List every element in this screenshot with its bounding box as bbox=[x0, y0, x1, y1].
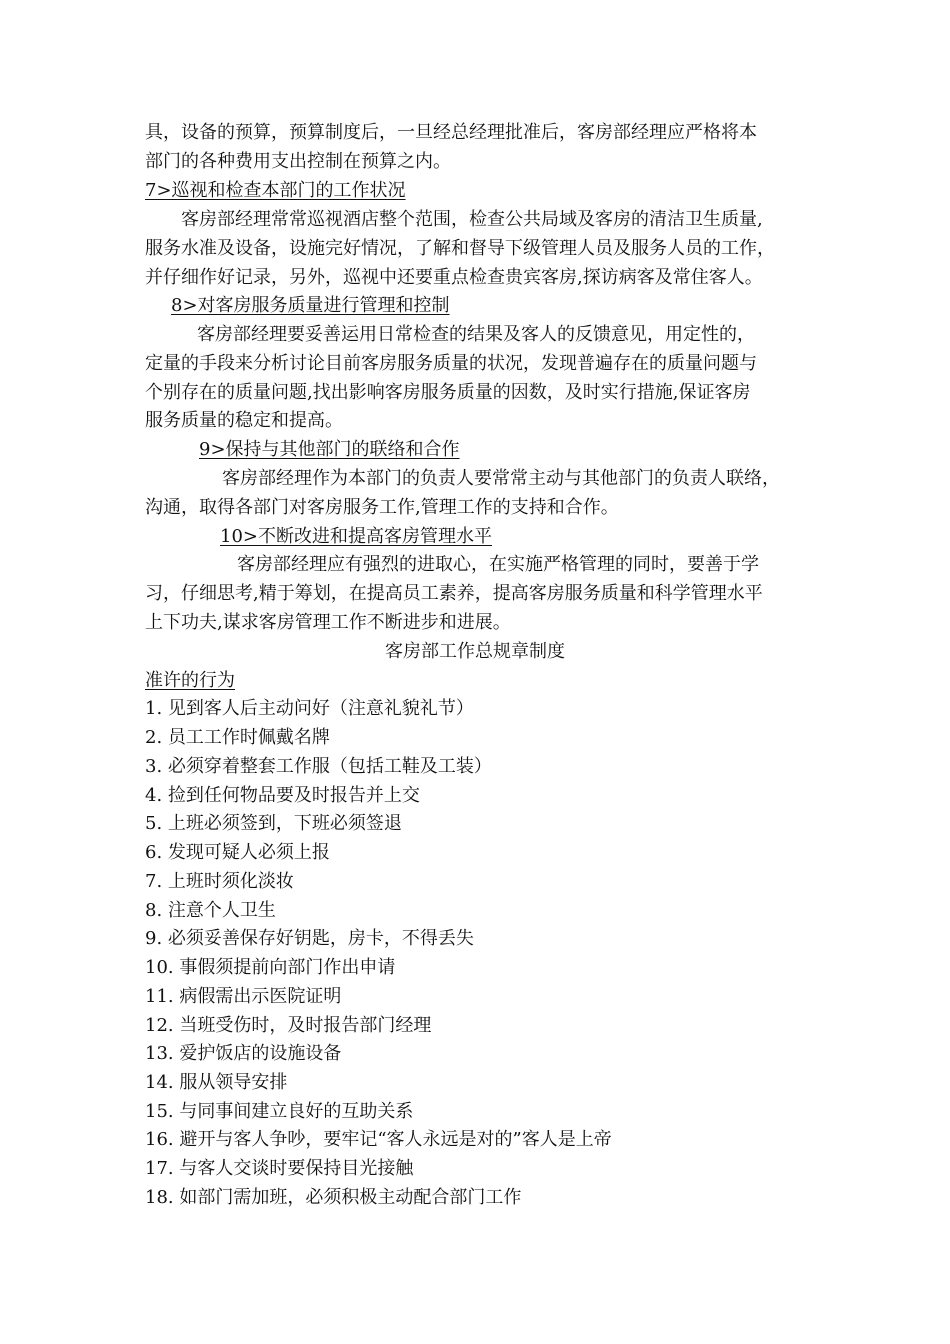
allowed-item: 18. 如部门需加班，必须积极主动配合部门工作 bbox=[145, 1187, 522, 1208]
allowed-heading: 准许的行为 bbox=[145, 670, 235, 691]
section7-line: 服务水准及设备，设施完好情况，了解和督导下级管理人员及服务人员的工作， bbox=[145, 238, 775, 259]
allowed-item: 11. 病假需出示医院证明 bbox=[145, 986, 342, 1007]
allowed-item: 16. 避开与客人争吵，要牢记“客人永远是对的”客人是上帝 bbox=[145, 1129, 612, 1150]
section10-line: 客房部经理应有强烈的进取心，在实施严格管理的同时，要善于学 bbox=[237, 554, 759, 575]
rules-title: 客房部工作总规章制度 bbox=[385, 641, 565, 662]
intro-line: 部门的各种费用支出控制在预算之内。 bbox=[145, 151, 451, 172]
section8-line: 定量的手段来分析讨论目前客房服务质量的状况，发现普遍存在的质量问题与 bbox=[145, 353, 757, 374]
section10-heading: 10>不断改进和提高客房管理水平 bbox=[220, 526, 492, 547]
allowed-item: 9. 必须妥善保存好钥匙，房卡，不得丢失 bbox=[145, 928, 474, 949]
section7-line: 客房部经理常常巡视酒店整个范围，检查公共局域及客房的清洁卫生质量, bbox=[181, 209, 763, 230]
allowed-item: 17. 与客人交谈时要保持目光接触 bbox=[145, 1158, 414, 1179]
allowed-item: 1. 见到客人后主动问好（注意礼貌礼节） bbox=[145, 698, 474, 719]
allowed-item: 8. 注意个人卫生 bbox=[145, 900, 276, 921]
section7-line: 并仔细作好记录，另外，巡视中还要重点检查贵宾客房,探访病客及常住客人。 bbox=[145, 267, 763, 288]
allowed-item: 15. 与同事间建立良好的互助关系 bbox=[145, 1101, 414, 1122]
section8-line: 客房部经理要妥善运用日常检查的结果及客人的反馈意见，用定性的， bbox=[197, 324, 755, 345]
allowed-item: 13. 爱护饭店的设施设备 bbox=[145, 1043, 342, 1064]
allowed-item: 5. 上班必须签到，下班必须签退 bbox=[145, 813, 402, 834]
section8-heading: 8>对客房服务质量进行管理和控制 bbox=[171, 295, 450, 316]
allowed-item: 3. 必须穿着整套工作服（包括工鞋及工装） bbox=[145, 756, 492, 777]
section7-heading: 7>巡视和检查本部门的工作状况 bbox=[145, 180, 406, 201]
section9-line: 沟通，取得各部门对客房服务工作,管理工作的支持和合作。 bbox=[145, 497, 619, 518]
allowed-item: 10. 事假须提前向部门作出申请 bbox=[145, 957, 396, 978]
section8-line: 服务质量的稳定和提高。 bbox=[145, 410, 343, 431]
allowed-item: 6. 发现可疑人必须上报 bbox=[145, 842, 330, 863]
section10-line: 习，仔细思考,精于筹划，在提高员工素养，提高客房服务质量和科学管理水平 bbox=[145, 583, 763, 604]
section8-line: 个别存在的质量问题,找出影响客房服务质量的因数，及时实行措施,保证客房 bbox=[145, 382, 751, 403]
allowed-item: 14. 服从领导安排 bbox=[145, 1072, 288, 1093]
intro-line: 具，设备的预算，预算制度后，一旦经总经理批准后，客房部经理应严格将本 bbox=[145, 122, 757, 143]
allowed-item: 2. 员工工作时佩戴名牌 bbox=[145, 727, 330, 748]
allowed-item: 7. 上班时须化淡妆 bbox=[145, 871, 294, 892]
section9-heading: 9>保持与其他部门的联络和合作 bbox=[199, 439, 460, 460]
section9-line: 客房部经理作为本部门的负责人要常常主动与其他部门的负责人联络， bbox=[222, 468, 780, 489]
section10-line: 上下功夫,谋求客房管理工作不断进步和进展。 bbox=[145, 612, 511, 633]
allowed-item: 12. 当班受伤时，及时报告部门经理 bbox=[145, 1015, 432, 1036]
allowed-item: 4. 捡到任何物品要及时报告并上交 bbox=[145, 785, 420, 806]
